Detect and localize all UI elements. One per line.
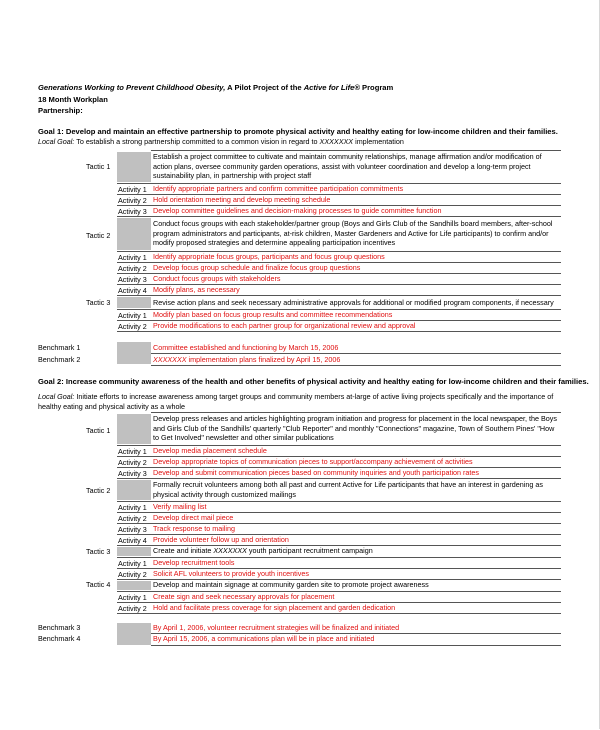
activity-label: Activity 1 [118,447,147,456]
tactic-label: Tactic 2 [86,486,111,495]
partnership-label: Partnership: [38,106,83,115]
row-divider [151,365,561,366]
activity-label: Activity 3 [118,469,147,478]
tactic-label: Tactic 1 [86,426,111,435]
activity-text: Develop media placement schedule [153,446,267,455]
document-title: Generations Working to Prevent Childhood Obesity, A Pilot Project of the Active for Life® Program [38,83,394,92]
row-divider [117,295,561,296]
activity-text: Solicit AFL volunteers to provide youth incentives [153,569,309,578]
activity-label: Activity 1 [118,253,147,262]
activity-text: Develop appropriate topics of communication pieces to support/accompany achievement of activities [153,457,473,466]
tactic-label: Tactic 3 [86,298,111,307]
activity-label: Activity 3 [118,207,147,216]
activity-label: Activity 1 [118,311,147,320]
tactic-shade [117,547,151,556]
activity-label: Activity 1 [118,559,147,568]
benchmark-text: Committee established and functioning by March 15, 2006 [153,343,339,352]
tactic-label: Tactic 2 [86,231,111,240]
tactic-text: Create and initiate XXXXXXX youth participant recruitment campaign [153,546,373,555]
tactic-label: Tactic 1 [86,162,111,171]
row-divider [151,645,561,646]
activity-text: Hold orientation meeting and develop meeting schedule [153,195,331,204]
activity-label: Activity 2 [118,322,147,331]
benchmark-text: By April 1, 2006, volunteer recruitment strategies will be finalized and initiated [153,623,400,632]
activity-label: Activity 2 [118,264,147,273]
row-divider [117,478,561,479]
activity-text: Modify plan based on focus group results and committee recommendations [153,310,393,319]
benchmark-label: Benchmark 4 [38,634,81,643]
benchmark-text: By April 15, 2006, a communications plan will be in place and initiated [153,634,375,643]
workplan-duration: 18 Month Workplan [38,95,108,104]
tactic-text: Revise action plans and seek necessary administrative approvals for additional or modified program components, if necessary [153,298,554,307]
activity-label: Activity 3 [118,275,147,284]
goal-1-local-goal: Local Goal: To establish a strong partnership committed to a common vision in regard to XXXXXXX implementation [38,137,404,146]
activity-text: Hold and facilitate press coverage for sign placement and garden dedication [153,603,396,612]
benchmark-shade [117,342,151,364]
row-divider [117,613,561,614]
activity-label: Activity 4 [118,536,147,545]
tactic-text: Develop and maintain signage at community garden site to promote project awareness [153,580,429,589]
activity-text: Develop direct mail piece [153,513,234,522]
activity-label: Activity 2 [118,458,147,467]
tactic-shade [117,581,151,590]
activity-text: Verify mailing list [153,502,207,511]
activity-text: Develop focus group schedule and finalize focus group questions [153,263,361,272]
tactic-text: Develop press releases and articles highlighting program initiation and progress for placement in the local newspaper, the Boys and Girls Club of the Sandhills' quarterly "Club Reporter" and monthly "Connections" magazine, Town of Southern Pines' "How to Get Involved" newsletter and other similar publications [153,414,557,443]
activity-text: Identify appropriate focus groups, participants and focus group questions [153,252,385,261]
activity-text: Create sign and seek necessary approvals for placement [153,592,335,601]
activity-text: Track response to mailing [153,524,236,533]
benchmark-text: XXXXXXX implementation plans finalized by April 15, 2006 [153,355,341,364]
activity-label: Activity 2 [118,570,147,579]
tactic-shade [117,480,151,500]
activity-text: Provide modifications to each partner group for organizational review and approval [153,321,416,330]
activity-label: Activity 2 [118,196,147,205]
activity-text: Develop and submit communication pieces based on community inquiries and youth participation rates [153,468,480,477]
tactic-shade [117,297,151,308]
tactic-shade [117,218,151,250]
goal-2-title: Goal 2: Increase community awareness of the health and other benefits of physical activity and healthy eating for low-income children and their families. [38,377,589,386]
tactic-text: Establish a project committee to cultivate and maintain community relationships, manage affirmation and/or modification of action plans, oversee community garden operations, assist with volunteer coordination and develop a long-term project sustainability plan, in partnership with project staff [153,152,542,181]
benchmark-label: Benchmark 1 [38,343,81,352]
activity-text: Identify appropriate partners and confirm committee participation commitments [153,184,404,193]
activity-text: Develop committee guidelines and decision-making processes to guide committee function [153,206,442,215]
row-divider [117,331,561,332]
tactic-shade [117,414,151,444]
goal-2-local-goal: Local Goal: Initiate efforts to increase awareness among target groups and community members at-large of active living projects specifically and the importance of healthy eating and physical activity as a whole [38,392,554,411]
activity-text: Conduct focus groups with stakeholders [153,274,281,283]
activity-text: Modify plans, as necessary [153,285,240,294]
tactic-text: Formally recruit volunteers among both all past and current Active for Life participants that have an interest in gardening as physical activity through customized mailings [153,480,543,499]
activity-label: Activity 1 [118,593,147,602]
activity-label: Activity 1 [118,185,147,194]
tactic-shade [117,152,151,182]
activity-label: Activity 1 [118,503,147,512]
row-divider [117,216,561,217]
goal-1-title: Goal 1: Develop and maintain an effective partnership to promote physical activity and healthy eating for low-income children and their families. [38,127,558,136]
benchmark-shade [117,623,151,645]
row-divider [151,150,561,151]
tactic-label: Tactic 3 [86,547,111,556]
activity-label: Activity 2 [118,604,147,613]
tactic-label: Tactic 4 [86,580,111,589]
row-divider [151,353,561,354]
benchmark-label: Benchmark 2 [38,355,81,364]
benchmark-label: Benchmark 3 [38,623,81,632]
activity-text: Develop recruitment tools [153,558,235,567]
tactic-text: Conduct focus groups with each stakeholder/partner group (Boys and Girls Club of the Sandhills board members, after-school program administrators and participants, at-risk children, Master Gardeners and Active for Life participants) to confirm and/or modify proposed strategies and determine appealing participation incentives [153,219,553,248]
activity-label: Activity 3 [118,525,147,534]
activity-text: Provide volunteer follow up and orientation [153,535,289,544]
activity-label: Activity 2 [118,514,147,523]
row-divider [151,412,561,413]
activity-label: Activity 4 [118,286,147,295]
